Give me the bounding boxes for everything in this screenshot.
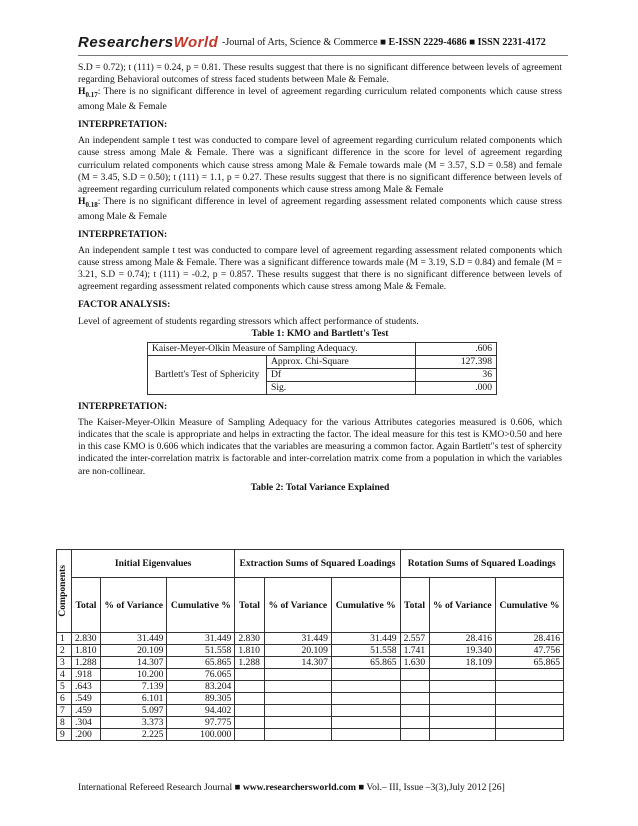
variance-cell: .643 — [72, 681, 101, 693]
paragraph-1: S.D = 0.72); t (111) = 0.24, p = 0.81. These results suggest that there is no significant difference between levels of agreement regarding Behavioral outcomes of stress faced students between Male & Female. — [78, 62, 562, 86]
component-number: 9 — [57, 729, 72, 741]
variance-cell — [235, 717, 264, 729]
extraction-header: Extraction Sums of Squared Loadings — [235, 550, 400, 578]
variance-cell: 51.558 — [331, 645, 400, 657]
component-number: 6 — [57, 693, 72, 705]
variance-cell — [331, 705, 400, 717]
component-number: 7 — [57, 705, 72, 717]
variance-cell — [235, 693, 264, 705]
variance-cell: 65.865 — [167, 657, 235, 669]
variance-cell — [400, 681, 429, 693]
variance-cell — [235, 705, 264, 717]
table2-title: Table 2: Total Variance Explained — [250, 481, 390, 493]
df-value: 36 — [416, 368, 497, 381]
table-row — [57, 681, 564, 693]
variance-cell — [331, 693, 400, 705]
rotation-header: Rotation Sums of Squared Loadings — [400, 550, 563, 578]
variance-cell: 7.139 — [100, 681, 167, 693]
variance-cell — [264, 681, 331, 693]
variance-cell: 89.305 — [167, 693, 235, 705]
variance-cell — [429, 669, 496, 681]
total-header: Total — [72, 578, 101, 633]
variance-cell — [400, 705, 429, 717]
variance-cell: 5.097 — [100, 705, 167, 717]
component-number: 4 — [57, 669, 72, 681]
variance-cell: .304 — [72, 717, 101, 729]
variance-cell — [496, 693, 564, 705]
bartlett-label: Bartlett's Test of Sphericity — [148, 355, 267, 394]
variance-cell: 65.865 — [331, 657, 400, 669]
table-row — [57, 729, 564, 741]
variance-cell — [496, 669, 564, 681]
variance-cell — [429, 729, 496, 741]
pct-header: % of Variance — [100, 578, 167, 633]
variance-cell: 76.065 — [167, 669, 235, 681]
total-header: Total — [400, 578, 429, 633]
variance-cell: 10.200 — [100, 669, 167, 681]
variance-cell — [429, 705, 496, 717]
page-footer: International Refereed Research Journal ■ www.researchersworld.com ■ Vol.– III, Issue –3(3),July 2012 [26] — [78, 782, 505, 793]
variance-cell — [264, 693, 331, 705]
variance-cell: 20.109 — [264, 645, 331, 657]
component-number: 1 — [57, 633, 72, 645]
variance-cell — [235, 681, 264, 693]
variance-cell: 1.810 — [235, 645, 264, 657]
article-body — [78, 62, 562, 494]
variance-cell — [235, 669, 264, 681]
variance-cell: 2.830 — [235, 633, 264, 645]
variance-cell: 2.225 — [100, 729, 167, 741]
table-row — [57, 669, 564, 681]
table-row — [57, 717, 564, 729]
total-variance-table — [56, 549, 564, 741]
component-number: 3 — [57, 657, 72, 669]
variance-cell — [429, 681, 496, 693]
table-row — [57, 693, 564, 705]
variance-cell — [496, 705, 564, 717]
sig-value: .000 — [416, 381, 497, 394]
interpretation-text-1: An independent sample t test was conducted to compare level of agreement regarding curriculum related components which cause stress among Male & Female. There was a significant difference in the score for level of agreement regarding curriculum related components which cause stress among Male & Female towards male (M = 3.57, S.D = 0.58) and female (M = 3.45, S.D = 0.50); t (111) = 1.1, p = 0.27. These results suggest that there is no significant difference between levels of agreement regarding curriculum related components which cause stress among Male & Female — [78, 135, 562, 195]
variance-cell — [429, 693, 496, 705]
factor-analysis-text: Level of agreement of students regarding stressors which affect performance of students. — [78, 315, 419, 327]
variance-cell — [264, 705, 331, 717]
interpretation-heading-1: INTERPRETATION: — [78, 119, 168, 131]
variance-cell — [331, 669, 400, 681]
interpretation-text-3: The Kaiser-Meyer-Olkin Measure of Sampling Adequacy for the various Attributes categories measured is 0.606, which indicates that the scale is appropriate and helps in extracting the factor. The ideal measure for this test is KMO>0.50 and here in this case KMO is 0.606 which indicates that the variables are measuring a common factor. Again Bartlett"s test of sphercity indicated the inter-correlation matrix is factorable and inter-correlation matrix come from a population in which the variables are non-collinear. — [78, 417, 563, 477]
variance-cell: 14.307 — [100, 657, 167, 669]
components-header: Components — [57, 550, 72, 633]
sig-label: Sig. — [267, 381, 416, 394]
kmo-table — [147, 342, 497, 395]
variance-cell — [264, 669, 331, 681]
variance-cell: 14.307 — [264, 657, 331, 669]
variance-cell — [496, 681, 564, 693]
variance-cell: 65.865 — [496, 657, 564, 669]
variance-cell: 31.449 — [167, 633, 235, 645]
chi-value: 127.398 — [416, 355, 497, 368]
variance-cell — [331, 717, 400, 729]
component-number: 8 — [57, 717, 72, 729]
variance-cell: 19.340 — [429, 645, 496, 657]
initial-eigenvalues-header: Initial Eigenvalues — [72, 550, 235, 578]
interpretation-heading-3: INTERPRETATION: — [78, 401, 168, 413]
variance-cell: .459 — [72, 705, 101, 717]
variance-cell: 1.810 — [72, 645, 101, 657]
kmo-label: Kaiser-Meyer-Olkin Measure of Sampling Adequacy. — [148, 342, 416, 355]
pct-header: % of Variance — [264, 578, 331, 633]
variance-cell — [400, 717, 429, 729]
header-divider — [78, 55, 568, 56]
variance-cell: 97.775 — [167, 717, 235, 729]
hypothesis-17: $H_{0.17}$: There is no significant difference in level of agreement regarding curriculum related components which cause stress among Male & Female — [78, 86, 562, 113]
kmo-value: .606 — [416, 342, 497, 355]
interpretation-heading-2: INTERPRETATION: — [78, 228, 168, 240]
variance-table-body — [57, 633, 564, 741]
variance-cell: 18.109 — [429, 657, 496, 669]
variance-cell: 28.416 — [496, 633, 564, 645]
chi-label: Approx. Chi-Square — [267, 355, 416, 368]
variance-cell: .549 — [72, 693, 101, 705]
component-number: 5 — [57, 681, 72, 693]
variance-cell: 31.449 — [100, 633, 167, 645]
variance-cell: 1.288 — [72, 657, 101, 669]
variance-cell: 31.449 — [264, 633, 331, 645]
variance-cell: 1.288 — [235, 657, 264, 669]
variance-cell: 51.558 — [167, 645, 235, 657]
variance-cell — [331, 729, 400, 741]
variance-cell: 3.373 — [100, 717, 167, 729]
journal-logo: ResearchersWorld — [78, 34, 219, 51]
cum-header: Cumulative % — [167, 578, 235, 633]
pct-header: % of Variance — [429, 578, 496, 633]
variance-cell — [400, 669, 429, 681]
variance-cell — [400, 693, 429, 705]
variance-cell — [264, 729, 331, 741]
table-row — [57, 645, 564, 657]
factor-analysis-heading: FACTOR ANALYSIS: — [78, 299, 171, 311]
cum-header: Cumulative % — [496, 578, 564, 633]
variance-cell: 1.630 — [400, 657, 429, 669]
interpretation-text-2: An independent sample t test was conducted to compare level of agreement regarding assessment related components which cause stress among Male & Female. There was a significant difference towards male (M = 3.19, S.D = 0.84) and female (M = 3.21, S.D = 0.74); t (111) = -0.2, p = 0.857. These results suggest that there is no significant difference between levels of agreement regarding assessment related components which cause stress among Male & Female. — [78, 245, 562, 293]
table-row — [57, 657, 564, 669]
variance-cell — [496, 717, 564, 729]
variance-cell — [331, 681, 400, 693]
df-label: Df — [267, 368, 416, 381]
table1-title: Table 1: KMO and Bartlett's Test — [251, 327, 389, 339]
variance-cell: 28.416 — [429, 633, 496, 645]
journal-title: -Journal of Arts, Science & Commerce ■ E-ISSN 2229-4686 ■ ISSN 2231-4172 — [222, 37, 546, 48]
variance-cell: .200 — [72, 729, 101, 741]
variance-cell — [496, 729, 564, 741]
table-row — [57, 705, 564, 717]
variance-cell: 47.756 — [496, 645, 564, 657]
variance-cell: 31.449 — [331, 633, 400, 645]
table-row — [57, 633, 564, 645]
variance-cell — [400, 729, 429, 741]
variance-cell: 100.000 — [167, 729, 235, 741]
variance-cell: 1.741 — [400, 645, 429, 657]
hypothesis-18: $H_{0.18}$: There is no significant difference in level of agreement regarding assessment related components which cause stress among Male & Female — [78, 195, 562, 222]
variance-cell: 2.557 — [400, 633, 429, 645]
variance-cell: 2.830 — [72, 633, 101, 645]
variance-cell — [235, 729, 264, 741]
variance-cell: 94.402 — [167, 705, 235, 717]
variance-cell — [264, 717, 331, 729]
variance-cell: 20.109 — [100, 645, 167, 657]
component-number: 2 — [57, 645, 72, 657]
variance-cell: 83.204 — [167, 681, 235, 693]
total-header: Total — [235, 578, 264, 633]
page-header — [78, 34, 568, 56]
cum-header: Cumulative % — [331, 578, 400, 633]
variance-cell: 6.101 — [100, 693, 167, 705]
variance-cell: .918 — [72, 669, 101, 681]
variance-cell — [429, 717, 496, 729]
